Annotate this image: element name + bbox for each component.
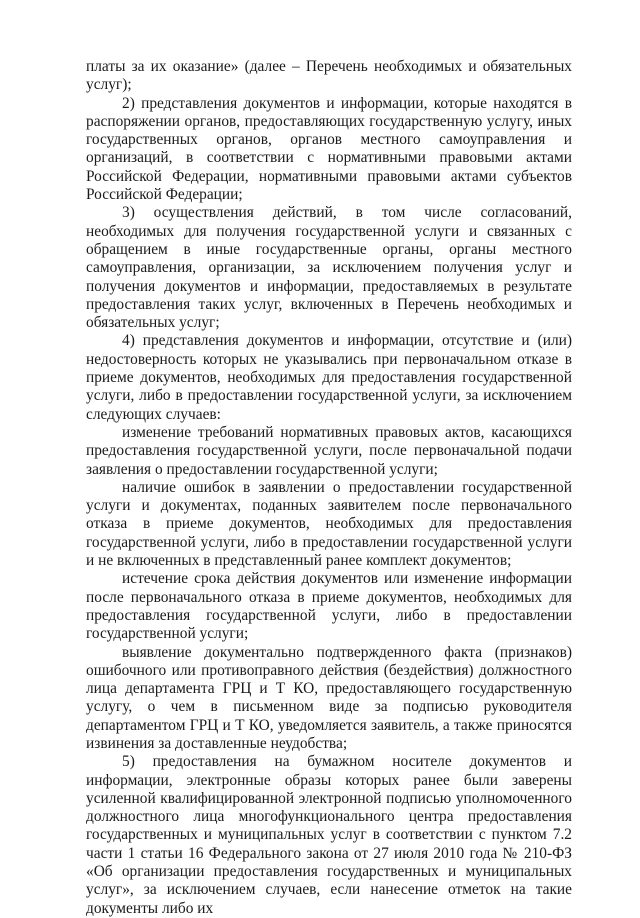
- paragraph-continuation: платы за их оказание» (далее – Перечень необходимых и обязательных услуг);: [86, 58, 572, 94]
- paragraph-case-errors: наличие ошибок в заявлении о предоставлении государственной услуги и документах, поданных заявителем после первоначального отказа в приеме документов, необходимых для предоставления государственной услуги, либо в предоставлении государственной услуги и не включенных в представленный ранее комплект документов;: [86, 478, 572, 570]
- paragraph-item-5: 5) предоставления на бумажном носителе документов и информации, электронные образы которых ранее были заверены усиленной квалифицированной электронной подписью уполномоченного должностного лица многофункционального центра предоставления государственных и муниципальных услуг в соответствии с пунктом 7.2 части 1 статьи 16 Федерального закона от 27 июля 2010 года № 210-ФЗ «Об организации предоставления государственных и муниципальных услуг», за исключением случаев, если нанесение отметок на такие документы либо их: [86, 753, 572, 917]
- paragraph-case-regulation-change: изменение требований нормативных правовых актов, касающихся предоставления государственной услуги, после первоначальной подачи заявления о предоставлении государственной услуги;: [86, 423, 572, 478]
- paragraph-case-expiry: истечение срока действия документов или изменение информации после первоначального отказа в приеме документов, необходимых для предоставления государственной услуги, либо в предоставлении государственной услуги;: [86, 570, 572, 643]
- paragraph-item-3: 3) осуществления действий, в том числе согласований, необходимых для получения государственной услуги и связанных с обращением в иные государственные органы, органы местного самоуправления, организации, за исключением получения услуг и получения документов и информации, предоставляемых в результате предоставления таких услуг, включенных в Перечень необходимых и обязательных услуг;: [86, 204, 572, 332]
- document-page: [86, 58, 572, 918]
- paragraph-item-4: 4) представления документов и информации, отсутствие и (или) недостоверность которых не указывались при первоначальном отказе в приеме документов, необходимых для предоставления государственной услуги, либо в предоставлении государственной услуги, за исключением следующих случаев:: [86, 332, 572, 423]
- paragraph-case-official-misconduct: выявление документально подтвержденного факта (признаков) ошибочного или противоправного действия (бездействия) должностного лица департамента ГРЦ и Т КО, предоставляющего государственную услугу, о чем в письменном виде за подписью руководителя департаментом ГРЦ и Т КО, уведомляется заявитель, а также приносятся извинения за доставленные неудобства;: [86, 643, 572, 752]
- paragraph-item-2: 2) представления документов и информации, которые находятся в распоряжении органов, предоставляющих государственную услугу, иных государственных органов, органов местного самоуправления и организаций, в соответствии с нормативными правовыми актами Российской Федерации, нормативными правовыми актами субъектов Российской Федерации;: [86, 94, 572, 204]
